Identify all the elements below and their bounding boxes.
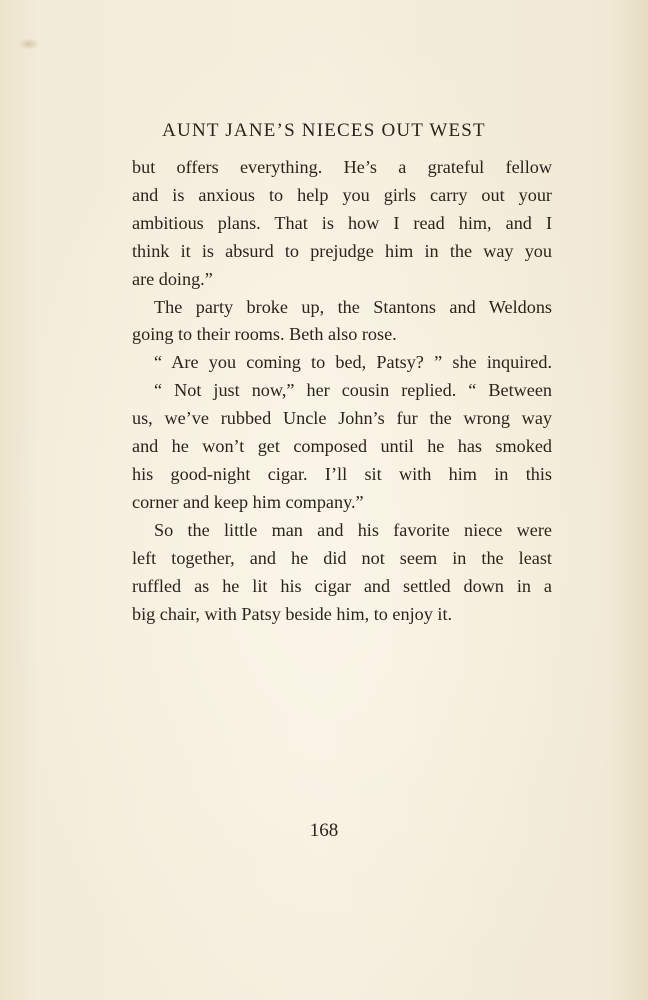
paragraph [132,154,552,294]
text-line: think it is absurd to prejudge him in the way you [132,240,552,261]
page-number: 168 [309,820,339,841]
running-head: AUNT JANE’S NIECES OUT WEST [162,120,486,141]
body-text [132,154,552,628]
text-line: ruffled as he lit his cigar and settled down in a [132,575,552,596]
text-line: The party broke up, the Stantons and Weldons [154,296,552,317]
paragraph [132,377,552,517]
text-line: and is anxious to help you girls carry out your [132,184,552,205]
text-line: So the little man and his favorite niece were [154,519,552,540]
paragraph [132,349,552,377]
text-line: ambitious plans. That is how I read him, and I [132,212,552,233]
text-line: going to their rooms. Beth also rose. [132,324,397,345]
text-line: and he won’t get composed until he has smoked [132,436,552,457]
paragraph [132,294,552,350]
text-line: corner and keep him company.” [132,491,364,512]
text-line: his good-night cigar. I’ll sit with him in this [132,463,552,484]
text-line: big chair, with Patsy beside him, to enjoy it. [132,603,453,624]
text-line: us, we’ve rubbed Uncle John’s fur the wrong way [132,408,552,429]
paper-stain [18,38,40,50]
text-line: “ Not just now,” her cousin replied. “ Between [154,380,552,401]
text-line: left together, and he did not seem in the least [132,547,552,568]
text-line: but offers everything. He’s a grateful fellow [132,157,552,177]
text-line: are doing.” [132,268,213,289]
text-line: “ Are you coming to bed, Patsy? ” she inquired. [154,352,552,373]
paragraph [132,517,552,629]
